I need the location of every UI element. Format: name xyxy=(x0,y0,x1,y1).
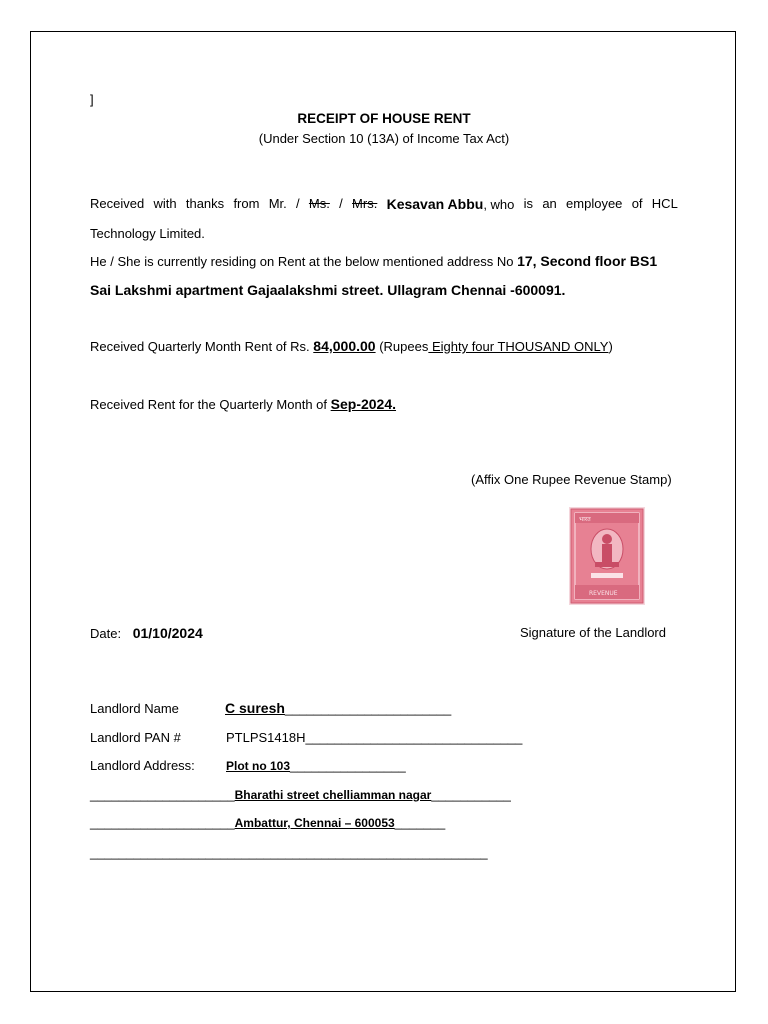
para1-word: / xyxy=(339,196,343,211)
address-line1-fill: ________________ xyxy=(290,758,406,773)
para1-word: is xyxy=(523,196,534,211)
landlord-address-line2 xyxy=(90,787,511,802)
bracket-mark: ] xyxy=(90,92,94,107)
struck-ms: Ms. xyxy=(308,196,330,211)
para1-word: an xyxy=(542,196,557,211)
rent-amount: 84,000.00 xyxy=(313,338,376,354)
struck-mrs: Mrs. xyxy=(352,196,378,211)
address-line2-value: Bharathi street chelliamman nagar xyxy=(234,788,432,802)
para1-word: from xyxy=(233,196,260,211)
address-part2: Sai Lakshmi apartment Gajaalakshmi street. Ullagram Chennai -600091. xyxy=(90,282,566,298)
para1-word: , who xyxy=(483,197,515,212)
address-part1: 17, Second floor BS1 xyxy=(517,253,658,269)
period-month: Sep-2024. xyxy=(330,396,397,412)
rent-close: ) xyxy=(608,339,613,354)
para1-word: Received xyxy=(90,196,145,211)
para1-line1 xyxy=(90,196,678,212)
address-line3-value: Ambattur, Chennai – 600053 xyxy=(234,816,395,830)
para1-word: Mr. xyxy=(268,196,287,211)
address-line1-value: Plot no 103 xyxy=(226,759,291,773)
para2-line1 xyxy=(90,253,657,269)
para1-line2: Technology Limited. xyxy=(90,226,205,241)
landlord-name-value: C suresh xyxy=(225,700,285,716)
date-value: 01/10/2024 xyxy=(132,625,203,641)
rupees-open: (Rupees xyxy=(379,339,429,354)
para1-word: HCL xyxy=(651,196,678,211)
rent-amount-words: Eighty four THOUSAND ONLY xyxy=(428,339,609,354)
period-line xyxy=(90,396,396,412)
landlord-name-field xyxy=(225,700,451,716)
landlord-pan-value: PTLPS1418H______________________________ xyxy=(226,730,523,745)
para1-word: employee xyxy=(566,196,623,211)
landlord-address-line3 xyxy=(90,815,445,830)
date-label: Date: xyxy=(90,626,122,641)
rent-line xyxy=(90,338,613,354)
para1-word: of xyxy=(631,196,643,211)
revenue-stamp xyxy=(569,507,645,605)
blank-signature-line: _______________________________________________________ xyxy=(90,845,488,860)
document-title: RECEIPT OF HOUSE RENT xyxy=(297,111,471,126)
date-line xyxy=(90,625,203,641)
landlord-name-label: Landlord Name xyxy=(90,701,179,716)
tenant-name-group xyxy=(387,196,515,212)
address-line2-fill: ___________ xyxy=(431,787,511,802)
tenant-name: Kesavan Abbu xyxy=(386,196,484,212)
address-line3-lead: ____________________ xyxy=(90,815,235,830)
signature-label: Signature of the Landlord xyxy=(520,625,666,640)
document-subtitle: (Under Section 10 (13A) of Income Tax Act) xyxy=(258,131,510,146)
landlord-pan-label: Landlord PAN # xyxy=(90,730,181,745)
landlord-address-label: Landlord Address: xyxy=(90,758,195,773)
stamp-top-text: भारत xyxy=(579,516,591,523)
landlord-name-fill: _______________________ xyxy=(284,701,452,716)
period-prefix: Received Rent for the Quarterly Month of xyxy=(90,397,328,412)
rent-prefix: Received Quarterly Month Rent of Rs. xyxy=(90,339,310,354)
para1-word: with xyxy=(153,196,177,211)
revenue-stamp-image xyxy=(569,507,645,605)
landlord-address-line1 xyxy=(226,758,406,773)
address-line3-fill: _______ xyxy=(394,815,446,830)
para2-prefix: He / She is currently residing on Rent at the below mentioned address No xyxy=(90,254,514,269)
stamp-note: (Affix One Rupee Revenue Stamp) xyxy=(471,472,672,487)
address-line2-lead: ____________________ xyxy=(90,787,235,802)
para1-word: thanks xyxy=(185,196,225,211)
para1-word: / xyxy=(296,196,300,211)
stamp-bottom-text: REVENUE xyxy=(589,590,618,597)
